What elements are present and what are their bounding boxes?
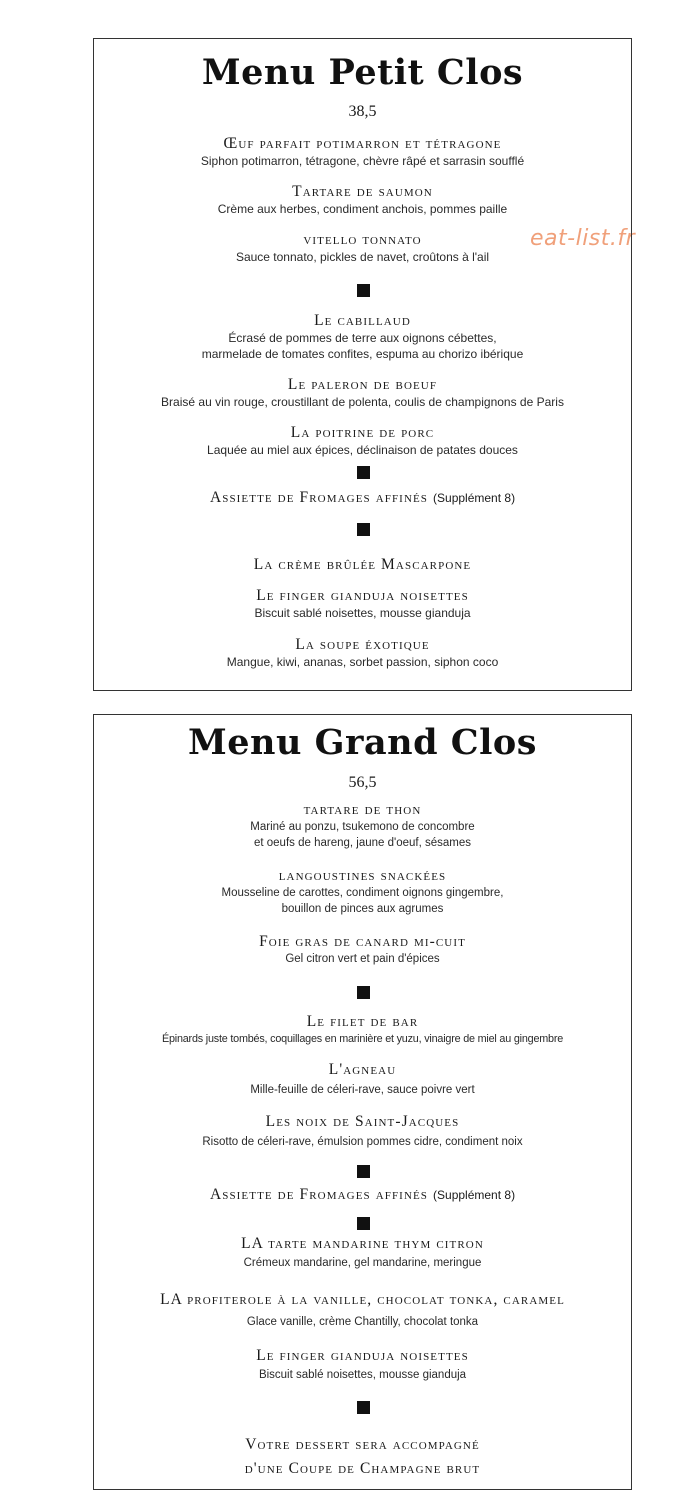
menu-price: 38,5 xyxy=(348,103,377,120)
section-separator xyxy=(357,466,370,479)
dish-description: marmelade de tomates confites, espuma au chorizo ibérique xyxy=(201,347,524,361)
dish-description: Biscuit sablé noisettes, mousse gianduja xyxy=(254,606,471,620)
dish-description: Épinards juste tombés, coquillages en marinière et yuzu, vinaigre de miel au gingembre xyxy=(161,1033,564,1045)
closing-note: Votre dessert sera accompagné xyxy=(245,1436,480,1453)
dish-description: Glace vanille, crème Chantilly, chocolat tonka xyxy=(246,1316,479,1328)
section-separator xyxy=(357,1217,370,1230)
section-separator xyxy=(357,1401,370,1414)
menu-grand-clos xyxy=(93,714,632,1490)
dish-description: Siphon potimarron, tétragone, chèvre râpé et sarrasin soufflé xyxy=(200,154,525,168)
dish-description: Biscuit sablé noisettes, mousse gianduja xyxy=(258,1369,467,1381)
dish-description: Braisé au vin rouge, croustillant de polenta, coulis de champignons de Paris xyxy=(161,395,564,409)
menu-price: 56,5 xyxy=(348,774,377,791)
dish-name: La crème brûlée Mascarpone xyxy=(253,556,472,573)
dish-description: Risotto de céleri-rave, émulsion pommes cidre, condiment noix xyxy=(202,1136,523,1148)
closing-note: d'une Coupe de Champagne brut xyxy=(244,1460,481,1477)
dish-description: Mangue, kiwi, ananas, sorbet passion, siphon coco xyxy=(226,655,499,669)
cheese-course xyxy=(94,1186,631,1204)
dish-description: Mousseline de carottes, condiment oignons gingembre, xyxy=(221,887,504,899)
dish-name: Assiette de Fromages affinés xyxy=(209,489,429,506)
dish-name: Le filet de bar xyxy=(306,1013,419,1030)
dish-description: Crémeux mandarine, gel mandarine, meringue xyxy=(243,1257,482,1269)
menu-title: Menu Petit Clos xyxy=(201,52,524,93)
dish-description: Crème aux herbes, condiment anchois, pommes paille xyxy=(217,202,508,216)
dish-name: Le paleron de boeuf xyxy=(287,376,438,393)
dish-description: Gel citron vert et pain d'épices xyxy=(285,953,440,965)
dish-name: L'agneau xyxy=(328,1061,397,1078)
dish-name: Le finger gianduja noisettes xyxy=(256,587,469,604)
dish-description: Mille-feuille de céleri-rave, sauce poivre vert xyxy=(250,1084,475,1096)
dish-name: tartare de thon xyxy=(303,801,422,818)
cheese-course xyxy=(94,489,631,507)
dish-name: Le finger gianduja noisettes xyxy=(256,1347,469,1364)
menu-petit-clos xyxy=(93,38,632,691)
dish-description: Sauce tonnato, pickles de navet, croûtons à l'ail xyxy=(235,250,490,264)
section-separator xyxy=(357,284,370,297)
dish-description: Mariné au ponzu, tsukemono de concombre xyxy=(250,821,475,833)
dish-name: vitello tonnato xyxy=(303,231,422,248)
section-separator xyxy=(357,986,370,999)
dish-name: Les noix de Saint-Jacques xyxy=(265,1113,460,1130)
dish-name: Œuf parfait potimarron et tétragone xyxy=(223,135,502,152)
dish-name: LA tarte mandarine thym citron xyxy=(241,1235,484,1252)
section-separator xyxy=(357,523,370,536)
dish-name: Foie gras de canard mi-cuit xyxy=(259,933,466,950)
dish-description: Laquée au miel aux épices, déclinaison de patates douces xyxy=(207,443,518,457)
dish-description: et oeufs de hareng, jaune d'oeuf, sésames xyxy=(253,837,471,849)
dish-description: bouillon de pinces aux agrumes xyxy=(281,903,444,915)
section-separator xyxy=(357,1165,370,1178)
supplement-note: (Supplément 8) xyxy=(433,491,516,505)
dish-description: Écrasé de pommes de terre aux oignons cébettes, xyxy=(228,331,497,345)
dish-name: LA profiterole à la vanille, chocolat tonka, caramel xyxy=(160,1291,565,1308)
supplement-note: (Supplément 8) xyxy=(433,1188,516,1202)
watermark: eat-list.fr xyxy=(530,226,636,251)
dish-name: Le cabillaud xyxy=(314,312,411,329)
dish-name: La soupe éxotique xyxy=(295,636,430,653)
dish-name: Assiette de Fromages affinés xyxy=(209,1186,429,1203)
dish-name: La poitrine de porc xyxy=(290,424,435,441)
menu-title: Menu Grand Clos xyxy=(188,722,537,763)
dish-name: Tartare de saumon xyxy=(292,183,433,200)
dish-name: langoustines snackées xyxy=(278,867,447,884)
